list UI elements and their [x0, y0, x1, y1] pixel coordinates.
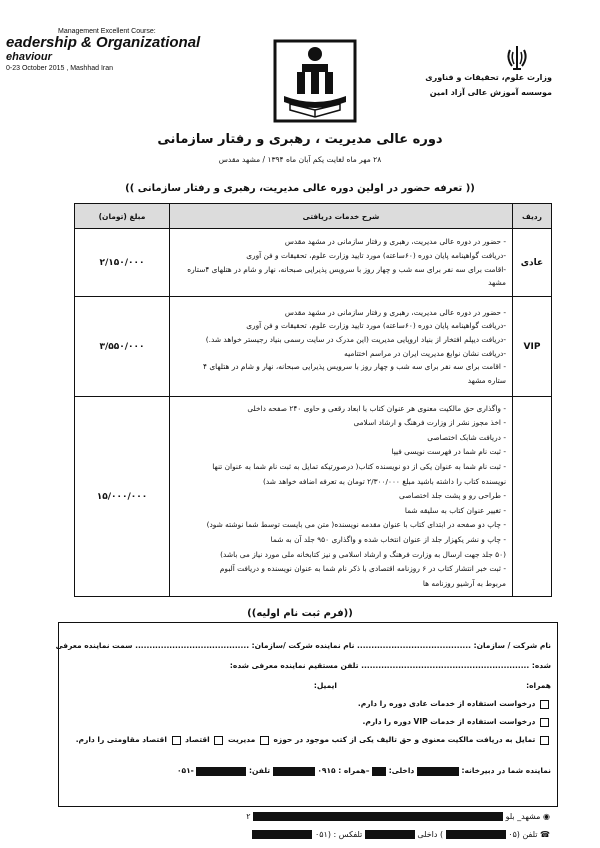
header-description: شرح خدمات دریافتی — [170, 204, 513, 229]
row-label — [513, 397, 552, 597]
redacted-block — [372, 767, 386, 776]
row-line: - اقامت برای سه نفر برای سه شب و چهار روز با سرویس پذیرایی صبحانه، نهار و شام در هتلهای ۴ — [203, 362, 506, 372]
institute-name: موسسه آموزش عالی آزاد امین — [429, 88, 552, 97]
row-description — [170, 397, 513, 597]
option-regular[interactable] — [358, 699, 551, 709]
option-management-checkbox[interactable] — [260, 736, 269, 745]
iran-emblem-icon — [504, 44, 530, 72]
secretariat-contact — [177, 766, 551, 776]
secretariat-tel-label: تلفن: — [249, 766, 271, 775]
row-line: - اخذ مجوز نشر از وزارت فرهنگ و ارشاد اسلامی — [353, 418, 506, 428]
table-row-book — [75, 397, 552, 597]
row-line: - چاپ دو صفحه در ابتدای کتاب با عنوان مقدمه نویسنده( متن می بایست توسط شما نوشته شود) — [206, 520, 506, 530]
option-book-checkbox[interactable] — [540, 736, 549, 745]
footer-address-num: ۲ — [246, 812, 251, 821]
row-line: ستاره مشهد — [467, 375, 506, 385]
tariff-table — [74, 203, 552, 597]
redacted-block — [417, 767, 459, 776]
location-icon: ◉ — [543, 812, 550, 821]
secretariat-label: نماینده شما در دبیرخانه: — [461, 766, 551, 775]
row-line: -دریافت گواهینامه پایان دوره (۶۰ساعته) مورد تایید وزارت علوم، تحقیقات و فن آوری — [246, 250, 506, 260]
option-resistance-economy-label: اقتصاد مقاومتی را دارم. — [75, 735, 167, 744]
table-row-regular — [75, 229, 552, 297]
row-line: - تغییر عنوان کتاب به سلیقه شما — [404, 505, 506, 515]
option-regular-checkbox[interactable] — [540, 700, 549, 709]
redacted-block — [446, 830, 506, 839]
redacted-block — [196, 767, 246, 776]
option-vip-label: درخواست استفاده از خدمات VIP دوره را دارم. — [362, 717, 536, 726]
option-resistance-economy-checkbox[interactable] — [172, 736, 181, 745]
row-line: - ثبت خبر انتشار کتاب در ۶ روزنامه اقتصادی با ذکر نام شما به عنوان نویسنده و دریافت آلبوم — [219, 564, 506, 574]
option-management-label: مدیریت — [228, 735, 256, 744]
redacted-block — [253, 812, 503, 821]
header-row-number: ردیف — [513, 204, 552, 229]
row-line: - واگذاری حق مالکیت معنوی هر عنوان کتاب با ابعاد رقعی و حاوی ۲۴۰ صفحه داخلی — [247, 403, 506, 413]
row-label: VIP — [513, 297, 552, 397]
row-line: - حضور در دوره عالی مدیریت، رهبری و رفتار سازمانی در مشهد مقدس — [284, 307, 506, 317]
form-line-mobile[interactable]: همراه: — [526, 681, 551, 690]
ministry-name: وزارت علوم، تحقیقات و فناوری — [425, 73, 552, 82]
row-line: -اقامت برای سه نفر برای سه شب و چهار روز با سرویس پذیرایی صبحانه، نهار و شام در هتلهای ۴ستاره — [187, 264, 506, 274]
header-price: مبلغ (تومان) — [75, 204, 170, 229]
registration-title: ((فرم ثبت نام اولیه)) — [247, 608, 353, 619]
redacted-block — [273, 767, 315, 776]
english-header — [6, 28, 236, 72]
row-line: - ثبت نام شما در فهرست نویسی فیپا — [391, 447, 506, 457]
row-price: ۳/۵۵۰/۰۰۰ — [75, 297, 170, 397]
row-line: (۵۰ جلد جهت ارسال به وزارت فرهنگ و ارشاد اسلامی و نیز کتابخانه ملی مورد نیاز می باشد) — [220, 549, 506, 559]
row-price: ۱۵/۰۰۰/۰۰۰ — [75, 397, 170, 597]
row-label: عادی — [513, 229, 552, 297]
row-line: مربوط به آرشیو روزنامه ها — [422, 578, 506, 588]
english-header-line1: eadership & Organizational — [6, 34, 201, 51]
secretariat-tel-code: -۰۵۱ — [176, 766, 194, 775]
row-description — [170, 229, 513, 297]
row-line: -دریافت دیپلم افتخار از بنیاد اروپایی مدیریت (این مدرک در سایت رسمی بنیاد رجیستر خواهد شد.) — [205, 334, 506, 344]
footer-ext-label: ) داخلی — [417, 830, 444, 839]
page-title: دوره عالی مدیریت ، رهبری و رفتار سازمانی — [157, 132, 443, 147]
form-line-company[interactable]: نام شرکت / سازمان: ........................................ نام نماینده شرکت /سازمان: ........................................ سمت نماینده معرفی — [55, 641, 551, 650]
row-description — [170, 297, 513, 397]
row-line: - چاپ و نشر یکهزار جلد از عنوان انتخاب شده و واگذاری ۹۵۰ جلد آن به شما — [270, 534, 506, 544]
footer-tel-label: تلفن (۰۵ — [508, 830, 538, 839]
table-header-row — [75, 204, 552, 229]
option-economy-checkbox[interactable] — [214, 736, 223, 745]
english-header-date: 0-23 October 2015 , Mashhad Iran — [6, 65, 114, 72]
form-line-representative[interactable]: شده: ........................................................... تلفن مستقیم نماینده معرفی شده: — [229, 661, 551, 670]
row-line: مشهد — [488, 278, 506, 288]
option-regular-label: درخواست استفاده از خدمات عادی دوره را دارم. — [357, 699, 536, 708]
form-line-email[interactable]: ایمیل: — [313, 681, 337, 690]
redacted-block — [365, 830, 415, 839]
english-header-small: Management Excellent Course: — [58, 28, 156, 35]
footer-fax-label: تلفکس : (۰۵۱ — [314, 830, 363, 839]
english-header-line2: ehaviour — [6, 51, 52, 63]
option-book[interactable] — [76, 735, 551, 745]
tariff-title: (( تعرفه حضور در اولین دوره عالی مدیریت، رهبری و رفتار سازمانی )) — [125, 183, 475, 194]
footer-phones — [140, 830, 550, 842]
row-line: -دریافت نشان نوابغ مدیریت ایران در مراسم اختتامیه — [344, 348, 506, 358]
footer-address — [140, 812, 550, 824]
institute-logo-icon — [272, 38, 358, 124]
option-economy-label: اقتصاد — [185, 735, 210, 744]
redacted-block — [252, 830, 312, 839]
row-line: - طراحی رو و پشت جلد اختصاصی — [399, 491, 506, 501]
row-line: - دریافت شابک اختصاصی — [427, 432, 506, 442]
table-row-vip — [75, 297, 552, 397]
registration-form — [55, 622, 558, 807]
option-vip[interactable] — [362, 717, 551, 727]
option-book-label: تمایل به دریافت مالکیت معنوی و حق تالیف یکی از کتب موجود در حوزه — [273, 735, 536, 744]
phone-icon: ☎ — [540, 830, 550, 839]
row-line: - ثبت نام شما به عنوان یکی از دو نویسنده کتاب( درصورتیکه تمایل به ثبت نام شما به عنوان تنها — [212, 462, 506, 472]
secretariat-mobile-label: –همراه : ۰۹۱۵ — [317, 766, 370, 775]
row-line: - حضور در دوره عالی مدیریت، رهبری و رفتار سازمانی در مشهد مقدس — [284, 237, 506, 247]
page-subtitle: ۲۸ مهر ماه لغایت یکم آبان ماه ۱۳۹۴ / مشهد مقدس — [218, 155, 382, 164]
footer-address-text: مشهد_ بلو — [505, 812, 541, 821]
row-line: نویسنده کتاب را داشته باشید مبلغ ۲/۳۰۰/۰۰۰ تومان به تعرفه اضافه خواهد شد) — [263, 476, 506, 486]
row-price: ۲/۱۵۰/۰۰۰ — [75, 229, 170, 297]
row-line: -دریافت گواهینامه پایان دوره (۶۰ساعته) مورد تایید وزارت علوم، تحقیقات و فن آوری — [246, 321, 506, 331]
ministry-header — [382, 70, 552, 100]
option-vip-checkbox[interactable] — [540, 718, 549, 727]
secretariat-ext-label: داخلی: — [388, 766, 415, 775]
